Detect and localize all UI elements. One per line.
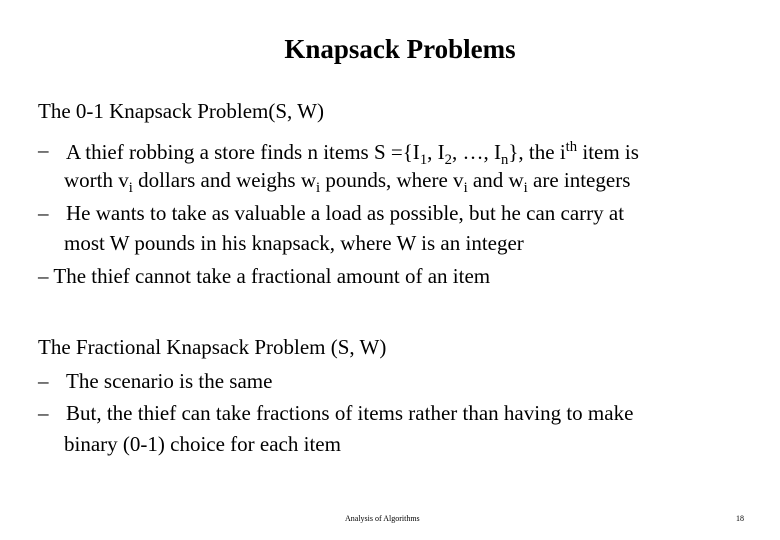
bullet-dash: – [38,138,49,162]
bullet-thief-items-line2: worth $v_i$ dollars and weighs $w_i$ pounds, where $v_i$ and $w_i$ are integers [64,168,631,197]
bullet-same-scenario: The scenario is the same [66,369,273,393]
footer-page-number: 18 [736,514,744,523]
footer-course-name: Analysis of Algorithms [345,514,420,523]
slide-title: Knapsack Problems [284,34,516,64]
bullet-valuable-load-line2: most W pounds in his knapsack, where W is an integer [64,231,524,255]
section-heading-01-knapsack: The 0-1 Knapsack Problem(S, W) [38,99,324,123]
bullet-fractions-line1: But, the thief can take fractions of items rather than having to make [66,401,634,425]
bullet-no-fraction: – The thief cannot take a fractional amount of an item [38,264,491,288]
bullet-thief-items-line1: A thief robbing a store finds n items $S =\{I_1$, $I_2$, …, $I_n$}, the $i^{th}$ item is [66,139,639,169]
bullet-dash: – [38,201,49,225]
bullet-dash: – [38,369,49,393]
bullet-valuable-load-line1: He wants to take as valuable a load as possible, but he can carry at [66,201,625,225]
bullet-dash: – [38,401,49,425]
section-heading-fractional-knapsack: The Fractional Knapsack Problem (S, W) [38,335,387,359]
bullet-fractions-line2: binary (0-1) choice for each item [64,432,341,456]
